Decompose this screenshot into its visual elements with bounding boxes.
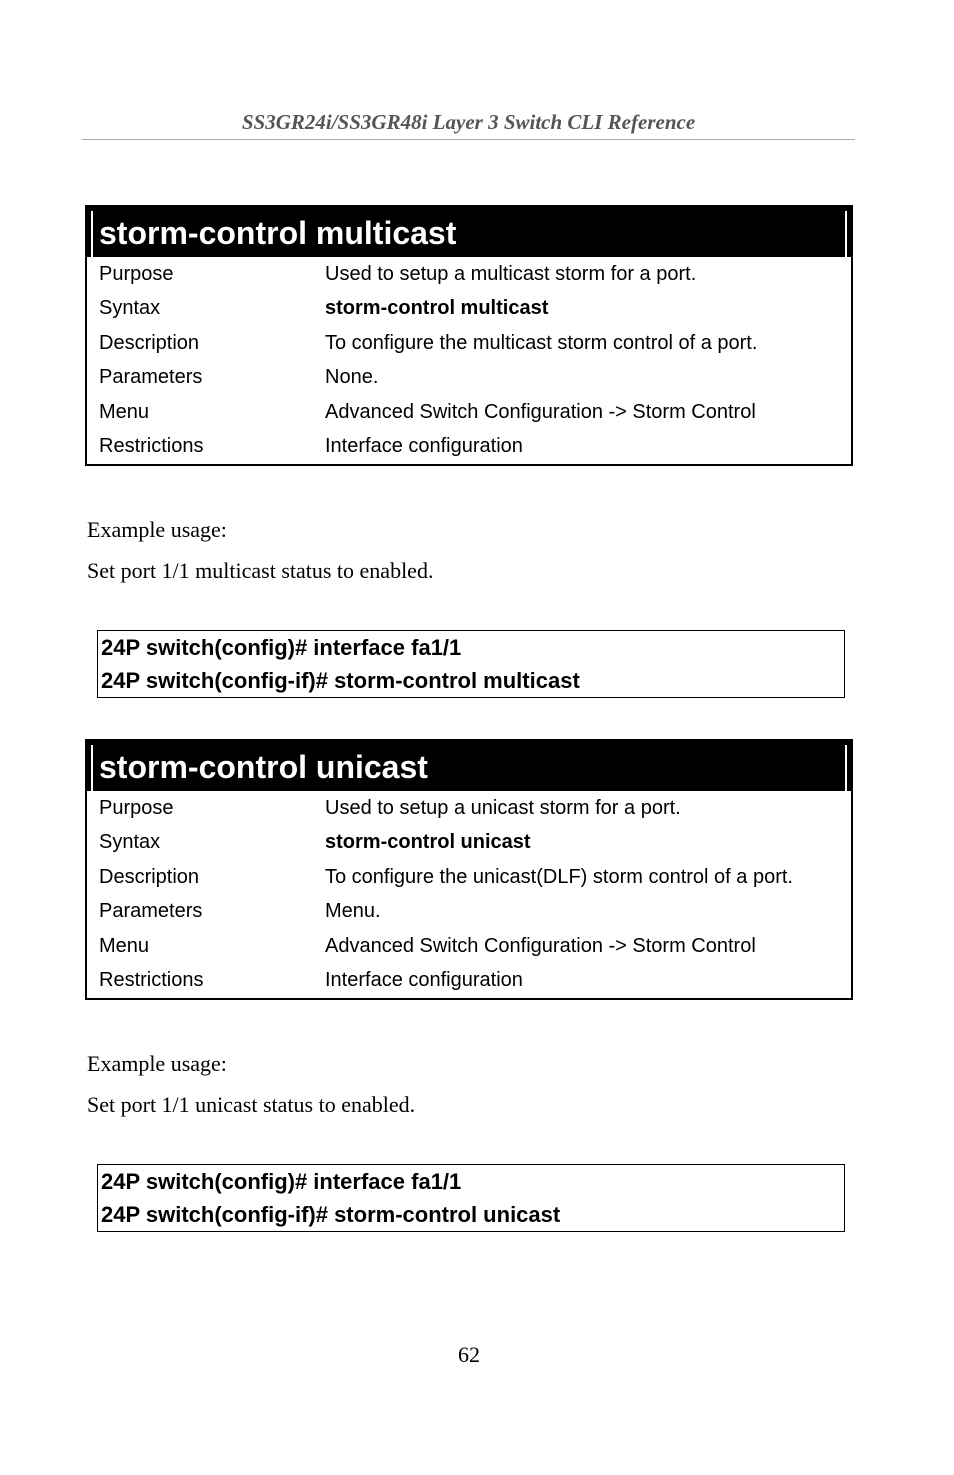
- page-header-title: SS3GR24i/SS3GR48i Layer 3 Switch CLI Reference: [241, 110, 696, 134]
- row-key: Parameters: [99, 366, 203, 389]
- table-row: [87, 395, 851, 430]
- row-key: Purpose: [99, 262, 174, 285]
- table-row: [87, 826, 851, 861]
- row-key: Menu: [99, 934, 150, 957]
- command-details-table: [87, 257, 851, 464]
- row-key: Syntax: [99, 297, 161, 320]
- example-description: Set port 1/1 multicast status to enabled.: [87, 558, 434, 583]
- row-key: Menu: [99, 400, 150, 423]
- row-value: To configure the multicast storm control of a port.: [325, 331, 758, 354]
- example-label: Example usage:: [87, 1051, 227, 1076]
- code-line: 24P switch(config)# interface fa1/1: [101, 1169, 462, 1194]
- row-value: Used to setup a multicast storm for a port.: [325, 262, 697, 285]
- row-key: Restrictions: [99, 969, 204, 992]
- command-box-unicast: [85, 739, 853, 1000]
- code-example-box: [97, 630, 845, 698]
- code-line: 24P switch(config)# interface fa1/1: [101, 635, 462, 660]
- row-value: storm-control multicast: [325, 297, 549, 320]
- code-example-box: [97, 1164, 845, 1232]
- row-key: Syntax: [99, 831, 161, 854]
- row-value: To configure the unicast(DLF) storm control of a port.: [325, 865, 793, 888]
- code-line: 24P switch(config-if)# storm-control unicast: [101, 1202, 561, 1227]
- code-line: 24P switch(config-if)# storm-control multicast: [101, 668, 580, 693]
- row-key: Parameters: [99, 900, 203, 923]
- table-row: [87, 860, 851, 895]
- row-value: Interface configuration: [325, 969, 523, 992]
- example-description: Set port 1/1 unicast status to enabled.: [87, 1092, 416, 1117]
- row-key: Description: [99, 865, 200, 888]
- command-title: storm-control unicast: [87, 741, 851, 791]
- table-row: [87, 292, 851, 327]
- table-row: [87, 326, 851, 361]
- table-row: [87, 964, 851, 999]
- table-row: [87, 791, 851, 826]
- command-box-multicast: [85, 205, 853, 466]
- table-row: [87, 929, 851, 964]
- example-label: Example usage:: [87, 517, 227, 542]
- table-row: [87, 257, 851, 292]
- table-row: [87, 361, 851, 396]
- row-value: Menu.: [325, 900, 381, 923]
- row-key: Description: [99, 331, 200, 354]
- row-key: Purpose: [99, 796, 174, 819]
- row-value: None.: [325, 366, 379, 389]
- row-value: Advanced Switch Configuration -> Storm Control: [325, 934, 756, 957]
- row-key: Restrictions: [99, 435, 204, 458]
- table-row: [87, 430, 851, 465]
- table-row: [87, 895, 851, 930]
- command-details-table: [87, 791, 851, 998]
- page-number: 62: [458, 1342, 480, 1367]
- row-value: storm-control unicast: [325, 831, 531, 854]
- row-value: Used to setup a unicast storm for a port.: [325, 796, 681, 819]
- row-value: Interface configuration: [325, 435, 523, 458]
- header-divider: [82, 139, 855, 140]
- row-value: Advanced Switch Configuration -> Storm Control: [325, 400, 756, 423]
- command-title: storm-control multicast: [87, 207, 851, 257]
